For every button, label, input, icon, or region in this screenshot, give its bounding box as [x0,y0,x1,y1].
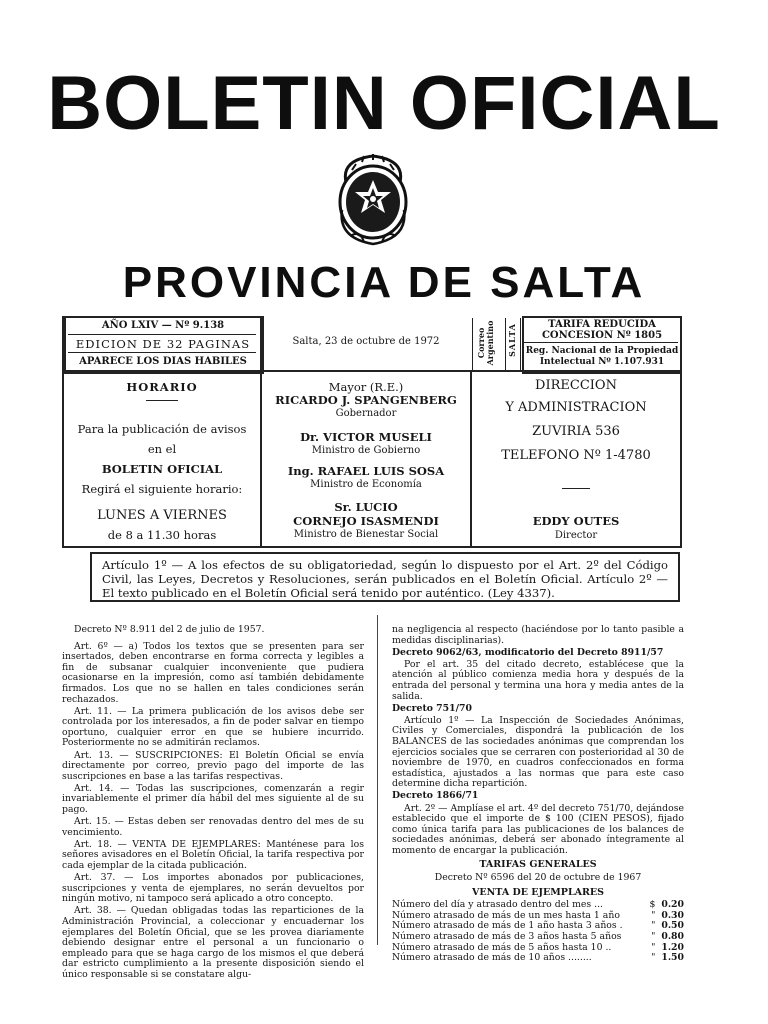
horario-hours: de 8 a 11.30 horas [107,528,217,542]
official-3-role: Ministro de Economía [310,479,422,490]
horario-line-4: Regirá el siguiente horario: [81,482,243,496]
tarifas-heading: TARIFAS GENERALES [479,859,597,871]
direccion-line2: Y ADMINISTRACION [505,400,647,415]
official-2-role: Ministro de Gobierno [311,445,421,456]
right-para-continuation: na negligencia al respecto (haciéndose por lo tanto pasible a medidas disciplinarias). [392,624,684,646]
price-currency: " [651,952,656,964]
article-38: Art. 38. — Quedan obligadas todas las reparticiones de la Administración Provincial, a coleccionar y encuadernar los ejemplares del Boletín Oficial, que se les provea diariamente debiendo designar entre el personal a un funcionario o empleado para que se haga cargo de los mismos el que deberá dar estricto cumplimiento a la presente disposición siendo el único responsable si se constatare algu- [62,905,364,980]
article-37: Art. 37. — Los importes abonados por publicaciones, suscripciones y venta de ejemplares, no serán devueltos por ningún motivo, ni tampoco será aplicado a otro concepto. [62,872,364,905]
decree-1866-text: Art. 2º — Amplíase el art. 4º del decreto 751/70, dejándose establecido que el importe de $ 100 (CIEN PESOS), fijado como única tarifa para las publicaciones de los balances de sociedades anónimas, deberá ser abonado íntegramente al momento de encargar la publicación. [392,802,684,856]
price-value: 1.50 [661,952,684,964]
decree-9062-heading: Decreto 9062/63, modificatorio del Decreto 8911/57 [392,646,664,658]
horario-heading: HORARIO [126,380,198,394]
official-4-role: Ministro de Bienestar Social [293,529,439,540]
legal-articles-box: Artículo 1º — A los efectos de su obligatoriedad, según lo dispuesto por el Art. 2º del Código Civil, las Leyes, Decretos y Resoluciones, serán publicados en el Boletín Oficial. Artículo 2º — El texto publicado en el Boletín Oficial será tenido por auténtico. (Ley 4337). [90,552,680,602]
provincial-coat-of-arms-icon [336,152,410,248]
argentino-label: Argentino [485,320,495,366]
price-list [392,900,684,964]
price-value: 1.20 [661,941,684,953]
price-value: 0.50 [661,920,684,932]
price-value: 0.30 [661,909,684,921]
price-label: Número atrasado de más de 1 año hasta 3 años . [392,920,623,932]
price-label: Número atrasado de más de 3 años hasta 5 años [392,931,622,943]
masthead-subtitle: PROVINCIA DE SALTA [122,258,646,307]
horario-days: LUNES A VIERNES [97,508,227,523]
article-11: Art. 11. — La primera publicación de los avisos debe ser controlada por los interesados, a fin de poder salvar en tiempo oportuno, cualquier error en que se hubiere incurrido. Posteriormente no se admitirán reclamos. [62,705,364,749]
tarifa-line3: Reg. Nacional de la Propiedad [525,346,679,356]
price-label: Número atrasado de más de 10 años ........ [392,952,592,964]
official-1-role: Gobernador [335,408,397,419]
official-2-name: Dr. VICTOR MUSELI [300,430,432,444]
issue-year-number: AÑO LXIV — Nº 9.138 [101,320,225,331]
decree-751-heading: Decreto 751/70 [392,702,472,714]
tarifa-line1: TARIFA REDUCIDA [548,319,656,330]
price-label: Número del día y atrasado dentro del mes ... [392,899,603,911]
price-value: 0.80 [661,931,684,943]
correo-argentino-stamp [472,318,506,370]
left-decree-heading: Decreto Nº 8.911 del 2 de julio de 1957. [74,624,265,635]
issue-days: APARECE LOS DIAS HABILES [79,356,247,367]
director-role: Director [554,530,598,541]
issue-pages: EDICION DE 32 PAGINAS [75,337,251,351]
horario-line-2: en el [147,442,177,456]
article-6: Art. 6º — a) Todos los textos que se presenten para ser insertados, deben encontrarse en forma correcta y legibles a fin de subsanar cualquier inconveniente que pudiera ocasionarse en la impresión, como así también debidamente firmados. Los que no se hallen en tales condiciones serán rechazados. [62,640,364,705]
left-column [62,625,364,982]
venta-heading: VENTA DE EJEMPLARES [472,886,604,898]
correo-label: Correo [476,327,486,359]
column-divider [377,615,378,945]
article-18: Art. 18. — VENTA DE EJEMPLARES: Manténese para los señores avisadores en el Boletín Oficial, la tarifa respectiva por cada ejemplar de la citada publicación. [62,838,364,871]
issue-date: Salta, 23 de octubre de 1972 [292,336,440,347]
article-13: Art. 13. — SUSCRIPCIONES: El Boletín Oficial se envía directamente por correo, previo pago del importe de las suscripciones en base a las tarifas respectivas. [62,749,364,782]
tarifa-line2: CONCESION Nº 1805 [541,330,663,341]
decree-1866-heading: Decreto 1866/71 [392,790,479,802]
tarifa-line4: Intelectual Nº 1.107.931 [539,357,665,367]
price-currency: $ [649,899,656,911]
price-currency: " [651,909,656,921]
price-label: Número atrasado de más de un mes hasta 1 año [392,909,620,921]
official-4-name: CORNEJO ISASMENDI [293,514,439,528]
article-15: Art. 15. — Estas deben ser renovadas dentro del mes de su vencimiento. [62,816,364,838]
price-label: Número atrasado de más de 5 años hasta 10 .. [392,941,612,953]
header-table [62,316,682,548]
horario-line-1: Para la publicación de avisos [77,422,247,436]
official-1-name: RICARDO J. SPANGENBERG [275,393,457,407]
price-value: 0.20 [661,899,684,911]
price-currency: " [651,931,656,943]
decree-751-text: Artículo 1º — La Inspección de Sociedades Anónimas, Civiles y Comerciales, dispondrá la publicación de los BALANCES de las sociedades anónimas que comprendan los ejercicios sociales que se cerraren con posterioridad al 30 de noviembre de 1970, en cuadros confeccionados en forma estadística, ajustados a las normas que para este caso determine dicha repartición. [392,714,684,790]
salta-vertical-label: SALTA [507,323,517,357]
official-3-name: Ing. RAFAEL LUIS SOSA [287,464,445,478]
direccion-line1: DIRECCION [535,378,617,393]
direccion-line3: ZUVIRIA 536 [532,424,620,439]
masthead-title: BOLETIN OFICIAL [47,61,721,146]
price-currency: " [651,920,656,932]
price-currency: " [651,941,656,953]
tarifas-decree: Decreto Nº 6596 del 20 de octubre de 1967 [434,872,642,884]
director-name: EDDY OUTES [532,514,620,528]
price-row [392,953,684,964]
article-14: Art. 14. — Todas las suscripciones, comenzarán a regir invariablemente el primer día hábil del mes siguiente al de su pago. [62,782,364,815]
horario-line-3: BOLETIN OFICIAL [101,462,223,476]
direccion-line4: TELEFONO Nº 1-4780 [501,448,651,463]
decree-9062-text: Por el art. 35 del citado decreto, establécese que la atención al público comienza media hora y después de la entrada del personal y termina una hora y media antes de la salida. [392,658,684,702]
official-1-prefix: Mayor (R.E.) [328,380,404,394]
official-4-prefix: Sr. LUCIO [334,500,398,514]
right-column [392,625,684,964]
